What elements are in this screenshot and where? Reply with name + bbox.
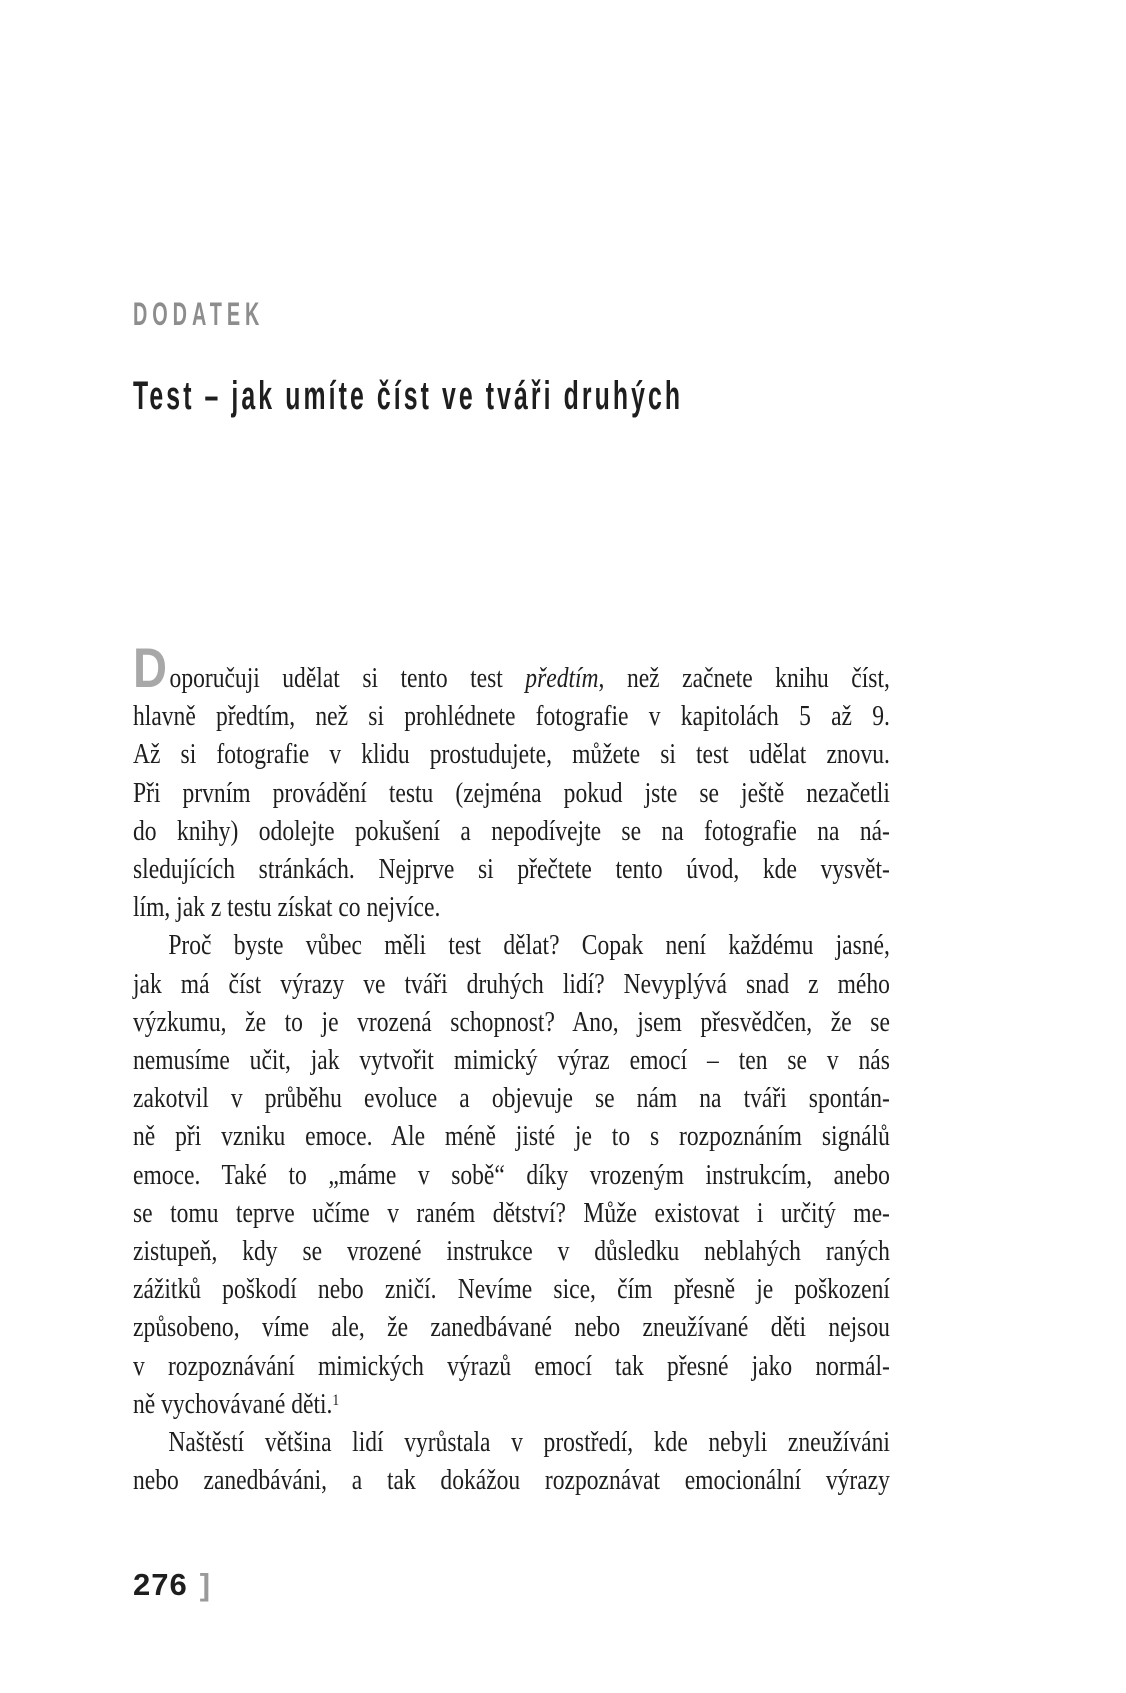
text-line <box>133 1042 890 1080</box>
text-segment: Proč byste vůbec měli test dělat? Copak není každému jasné, <box>168 930 890 962</box>
text-line <box>133 966 890 1004</box>
text-segment: nebo zanedbáváni, a tak dokážou rozpoznávat emocionální výrazy <box>133 1465 890 1497</box>
text-segment: nemusíme učit, jak vytvořit mimický výraz emocí – ten se v nás <box>133 1045 890 1077</box>
text-line <box>133 736 890 774</box>
emphasized-text: předtím <box>525 663 599 694</box>
text-line <box>133 1157 890 1195</box>
text-segment: v rozpoznávání mimických výrazů emocí tak přesné jako normál- <box>133 1350 890 1382</box>
text-segment: sledujících stránkách. Nejprve si přečtete tento úvod, kde vysvět- <box>133 854 890 886</box>
text-line <box>133 1424 890 1462</box>
text-segment: ně vychovávané děti. <box>133 1388 333 1420</box>
text-line <box>133 1271 890 1309</box>
text-line <box>133 775 890 813</box>
paragraph <box>133 1424 890 1500</box>
text-segment: způsobeno, víme ale, že zanedbávané nebo zneužívané děti nejsou <box>133 1312 890 1344</box>
text-segment: ně při vzniku emoce. Ale méně jisté je to s rozpoznáním signálů <box>133 1121 890 1153</box>
text-segment: , než začnete knihu číst, <box>598 663 890 694</box>
text-segment: oporučuji udělat si tento test <box>169 663 526 694</box>
text-segment: Naštěstí většina lidí vyrůstala v prostředí, kde nebyli zneužíváni <box>168 1427 890 1459</box>
text-line <box>133 813 890 851</box>
footnote-reference: 1 <box>332 1391 340 1410</box>
paragraph <box>133 636 890 927</box>
page-title: Test – jak umíte číst ve tváři druhých <box>133 374 684 418</box>
text-line <box>133 1462 890 1500</box>
text-line <box>133 851 890 889</box>
text-segment: Až si fotografie v klidu prostudujete, můžete si test udělat znovu. <box>133 739 890 771</box>
text-segment: výzkumu, že to je vrozená schopnost? Ano, jsem přesvědčen, že se <box>133 1006 890 1038</box>
text-segment: zážitků poškodí nebo zničí. Nevíme sice, čím přesně je poškození <box>133 1274 890 1306</box>
text-segment: lím, jak z testu získat co nejvíce. <box>133 892 441 924</box>
dropcap-initial: D <box>133 636 168 699</box>
text-line <box>133 1004 890 1042</box>
text-line <box>133 1118 890 1156</box>
bracket-ornament: ] <box>199 1567 211 1602</box>
text-line <box>133 1233 890 1271</box>
text-segment: jak má číst výrazy ve tváři druhých lidí? Nevyplývá snad z mého <box>133 968 890 1000</box>
body-text <box>133 636 890 1500</box>
text-segment: Při prvním provádění testu (zejména pokud jste se ještě nezačetli <box>133 777 890 809</box>
text-line <box>133 698 890 736</box>
text-line <box>133 1309 890 1347</box>
text-line <box>133 1080 890 1118</box>
text-line <box>133 636 890 699</box>
text-segment: emoce. Také to „máme v sobě“ díky vrozeným instrukcím, anebo <box>133 1159 890 1191</box>
paragraph <box>133 927 890 1424</box>
text-segment: do knihy) odolejte pokušení a nepodívejte se na fotografie na ná- <box>133 815 890 847</box>
text-line <box>133 1195 890 1233</box>
text-segment: hlavně předtím, než si prohlédnete fotografie v kapitolách 5 až 9. <box>133 701 890 733</box>
section-kicker: DODATEK <box>133 296 265 332</box>
text-line <box>133 927 890 965</box>
text-segment: zistupeň, kdy se vrozené instrukce v důsledku neblahých raných <box>133 1236 890 1268</box>
text-line <box>133 1386 890 1424</box>
page-number: 276 <box>133 1567 188 1602</box>
text-line <box>133 1348 890 1386</box>
text-segment: zakotvil v průběhu evoluce a objevuje se nám na tváři spontán- <box>133 1083 890 1115</box>
text-line <box>133 889 890 927</box>
page-footer <box>133 1568 210 1602</box>
text-segment: se tomu teprve učíme v raném dětství? Může existovat i určitý me- <box>133 1197 890 1229</box>
